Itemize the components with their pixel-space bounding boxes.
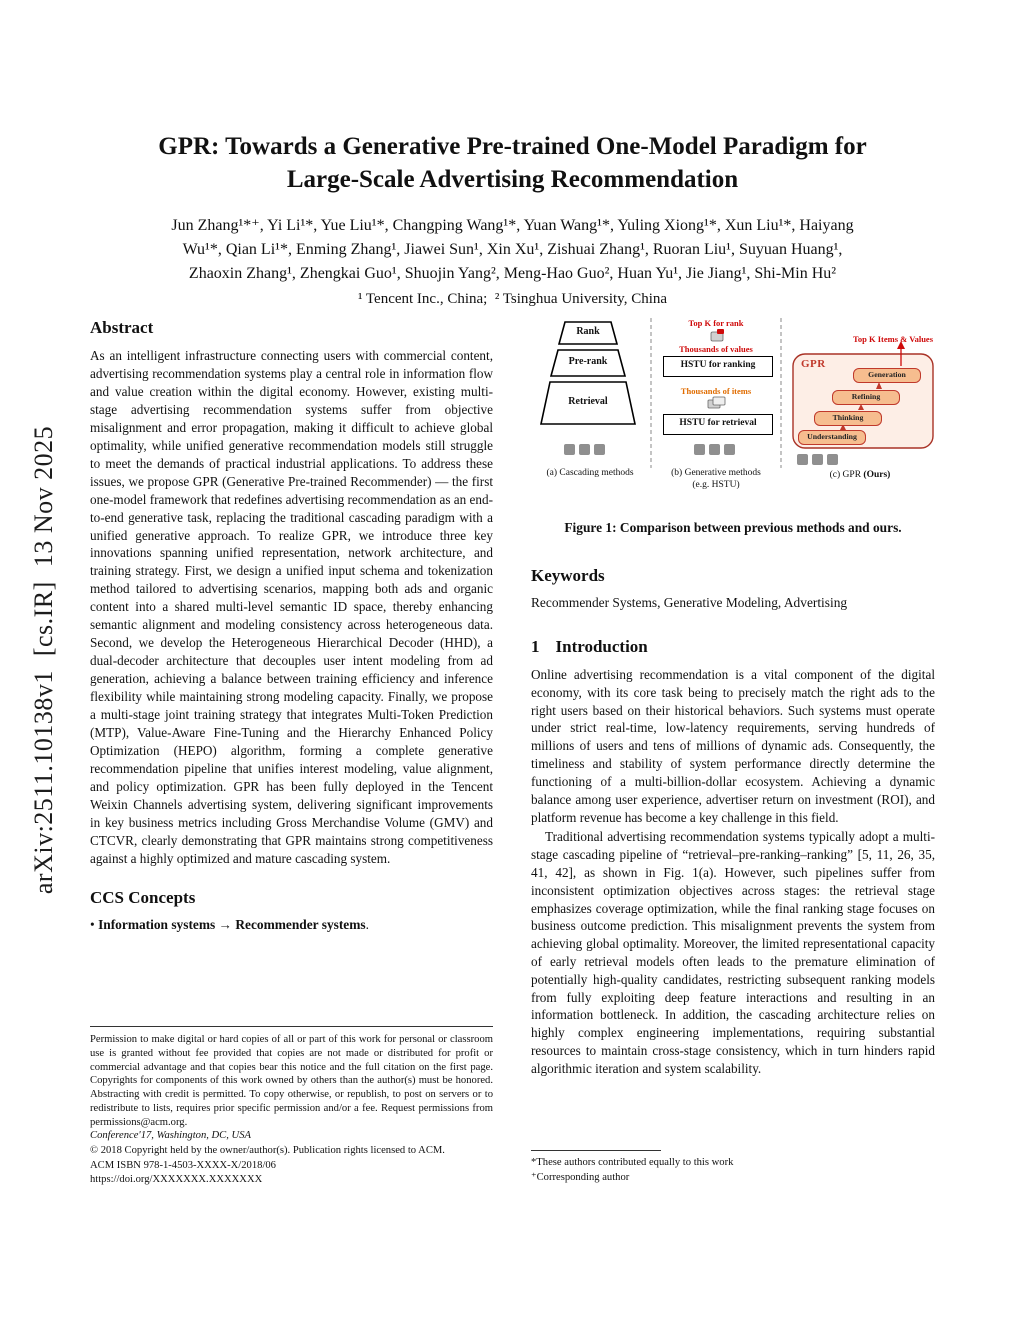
module-generation: Generation	[853, 368, 921, 383]
copyright-block	[90, 1026, 493, 1188]
keywords-body: Recommender Systems, Generative Modeling, Advertising	[531, 595, 848, 610]
introduction-paragraph-1: Online advertising recommendation is a vital component of the digital economy, with its core task being to precisely match the right ads to the right users based on their historical behaviors. Such systems must operate under strict real-time, low-latency requirements, serving hundreds of millions of users and tens of millions of dynamic ads. Consequently, the timeliness and stability of system performance directly determine the functioning of a multi-billion-dollar ecosystem. Achieving a dynamic balance among user experience, advertiser return on investment (ROI), and platform revenue has become a key challenge in this field.	[531, 667, 935, 825]
abstract-body: As an intelligent infrastructure connecting users with commercial content, advertising recommendation systems play a central role in information flow and value creation within the digital economy. However, existing multi-stage advertising recommendation systems suffer from objective misalignment and error propagation, making it difficult to achieve global optimality, while unified generative recommendation models still struggle to meet the demands of practical industrial applications. To address these issues, we propose GPR (Generative Pre-trained Recommender) — the first one-model framework that redefines advertising recommendation as an end-to-end generative task, replacing the traditional cascading paradigm with a unified generative approach. To realize GPR, we introduce three key innovations spanning unified representation, network architecture, and training strategy. First, we design a unified input schema and tokenization method tailored to advertising scenarios, mapping both ads and organic content into a shared multi-level semantic ID space, thereby enhancing semantic alignment and modeling consistency across heterogeneous data. Second, we develop the Heterogeneous Hierarchical Decoder (HHD), a dual-decoder architecture that decouples user intent modeling from ad generation, achieving a balance between training efficiency and inference flexibility while maintaining strong modeling capacity. Finally, we propose a multi-stage joint training strategy that integrates Multi-Token Prediction (MTP), Value-Aware Fine-Tuning and the Hierarchy Enhanced Policy Optimization (HEPO) algorithm, forming a complete generative recommendation pipeline that unifies interest modeling, value alignment, and policy optimization. GPR has been fully deployed in the Tencent Weixin Channels advertising system, delivering significant improvements in key business metrics including Gross Merchandise Volume (GMV) and CTCVR, clearly demonstrating that GPR maintains strong competitiveness against a highly optimized and mature cascading system.	[90, 348, 493, 866]
author-line-2: Wu¹*, Qian Li¹*, Enming Zhang¹, Jiawei Sun¹, Xin Xu¹, Zishuai Zhang¹, Ruoran Liu¹, Suyuan Huang¹,	[182, 241, 843, 258]
conference-line: Conference'17, Washington, DC, USA	[90, 1130, 251, 1142]
hstu-ranking-box: HSTU for ranking	[663, 356, 773, 377]
corresponding-author-footnote: ⁺Corresponding author	[531, 1171, 630, 1183]
isbn-line: ACM ISBN 978-1-4503-XXXX-X/2018/06	[90, 1159, 276, 1171]
subfigure-c-caption-prefix: (c) GPR	[829, 470, 864, 480]
paper-title	[90, 130, 935, 196]
user-icons-b	[694, 444, 735, 455]
item-stack-icon	[708, 397, 725, 408]
author-block	[90, 214, 935, 310]
ccs-term-1: Information systems	[98, 916, 216, 932]
footnote-rule	[90, 1026, 493, 1027]
section-number: 1	[531, 637, 540, 656]
subfigure-c-caption-ours: (Ours)	[863, 470, 891, 480]
author-line-3: Zhaoxin Zhang¹, Zhengkai Guo¹, Shuojin Yang², Meng-Hao Guo², Huan Yu¹, Jie Jiang¹, Shi-Min Hu²	[188, 265, 837, 282]
right-column	[531, 318, 935, 1078]
subfigure-a-caption: (a) Cascading methods	[546, 468, 634, 478]
affiliations: ¹ Tencent Inc., China; ² Tsinghua University, China	[357, 291, 668, 307]
module-refining: Refining	[832, 390, 900, 405]
top-k-rank-label: Top K for rank	[688, 318, 744, 328]
ccs-statement	[90, 917, 493, 933]
doi-link[interactable]: https://doi.org/XXXXXXX.XXXXXXX	[90, 1174, 263, 1186]
subfigure-b-caption-line1: (b) Generative methods	[671, 468, 761, 478]
ccs-heading: CCS Concepts	[90, 887, 196, 907]
stage-retrieval-label: Retrieval	[568, 396, 608, 407]
gpr-title-label: GPR	[801, 358, 826, 370]
arxiv-banner: arXiv:2511.10138v1 [cs.IR] 13 Nov 2025	[29, 425, 58, 895]
author-footnotes	[531, 1150, 935, 1185]
section-title: Introduction	[555, 637, 648, 656]
introduction-heading	[531, 637, 935, 657]
ccs-bullet: •	[90, 916, 95, 932]
hstu-retrieval-box: HSTU for retrieval	[663, 414, 773, 435]
author-line-1: Jun Zhang¹*⁺, Yi Li¹*, Yue Liu¹*, Changping Wang¹*, Yuan Wang¹*, Yuling Xiong¹*, Xun Liu¹*, Haiyang	[171, 217, 854, 234]
value-stack-icon	[711, 329, 724, 341]
figure-1	[531, 318, 935, 510]
ccs-arrow: →	[218, 916, 232, 932]
footnote-rule-short	[531, 1150, 661, 1151]
figure-1-caption: Figure 1: Comparison between previous methods and ours.	[564, 520, 902, 535]
equal-contribution-footnote: *These authors contributed equally to this work	[531, 1157, 734, 1168]
title-line-1: GPR: Towards a Generative Pre-trained One-Model Paradigm for	[158, 133, 867, 160]
module-understanding: Understanding	[798, 430, 866, 445]
permission-notice: Permission to make digital or hard copies of all or part of this work for personal or classroom use is granted without fee provided that copies are not made or distributed for profit or commercial advantage and that copies bear this notice and the full citation on the first page. Copyrights for components of this work owned by others than the author(s) must be honored. Abstracting with credit is permitted. To copy otherwise, or republish, to post on servers or to redistribute to lists, requires prior specific permission and/or a fee. Request permissions from permissions@acm.org.	[90, 1034, 493, 1128]
subfigure-b-caption-line2: (e.g. HSTU)	[692, 480, 740, 490]
copyright-line: © 2018 Copyright held by the owner/author(s). Publication rights licensed to ACM.	[90, 1144, 445, 1156]
ccs-period: .	[365, 916, 369, 932]
ccs-term-2: Recommender systems	[235, 916, 366, 932]
thousands-values-label: Thousands of values	[679, 344, 753, 354]
abstract-heading: Abstract	[90, 318, 154, 337]
subfigure-c-caption	[785, 470, 935, 480]
user-icons-a	[564, 444, 605, 455]
user-icons-c	[797, 454, 838, 465]
left-column	[90, 318, 493, 933]
introduction-paragraph-2: Traditional advertising recommendation systems typically adopt a multi-stage cascading pipeline of “retrieval–pre-ranking–ranking” [5, 11, 26, 35, 41, 42], as shown in Fig. 1(a). However, such pipelines suffer from inconsistent optimization objectives across stages: the retrieval stage emphasizes coverage optimization, while the final ranking stage focuses on business outcome prediction. This misalignment prevents the system from achieving global optimality. Moreover, the limited representational capacity of early retrieval models often leads to the premature elimination of potentially high-quality candidates, restricting subsequent ranking models from fully exploiting deep feature interactions and resulting in an information bottleneck. In addition, the cascading architecture relies on highly complex engineering implementations, requiring substantial resources to maintain cross-stage consistency, which in turn hinders rapid algorithmic iteration and system scalability.	[531, 829, 935, 1076]
thousands-items-label: Thousands of items	[680, 386, 752, 396]
keywords-heading: Keywords	[531, 566, 605, 585]
module-thinking: Thinking	[814, 411, 882, 426]
top-k-items-values-label: Top K Items & Values	[853, 334, 933, 344]
title-line-2: Large-Scale Advertising Recommendation	[286, 166, 739, 193]
stage-rank-label: Rank	[576, 326, 600, 337]
stage-prerank-label: Pre-rank	[568, 356, 608, 367]
